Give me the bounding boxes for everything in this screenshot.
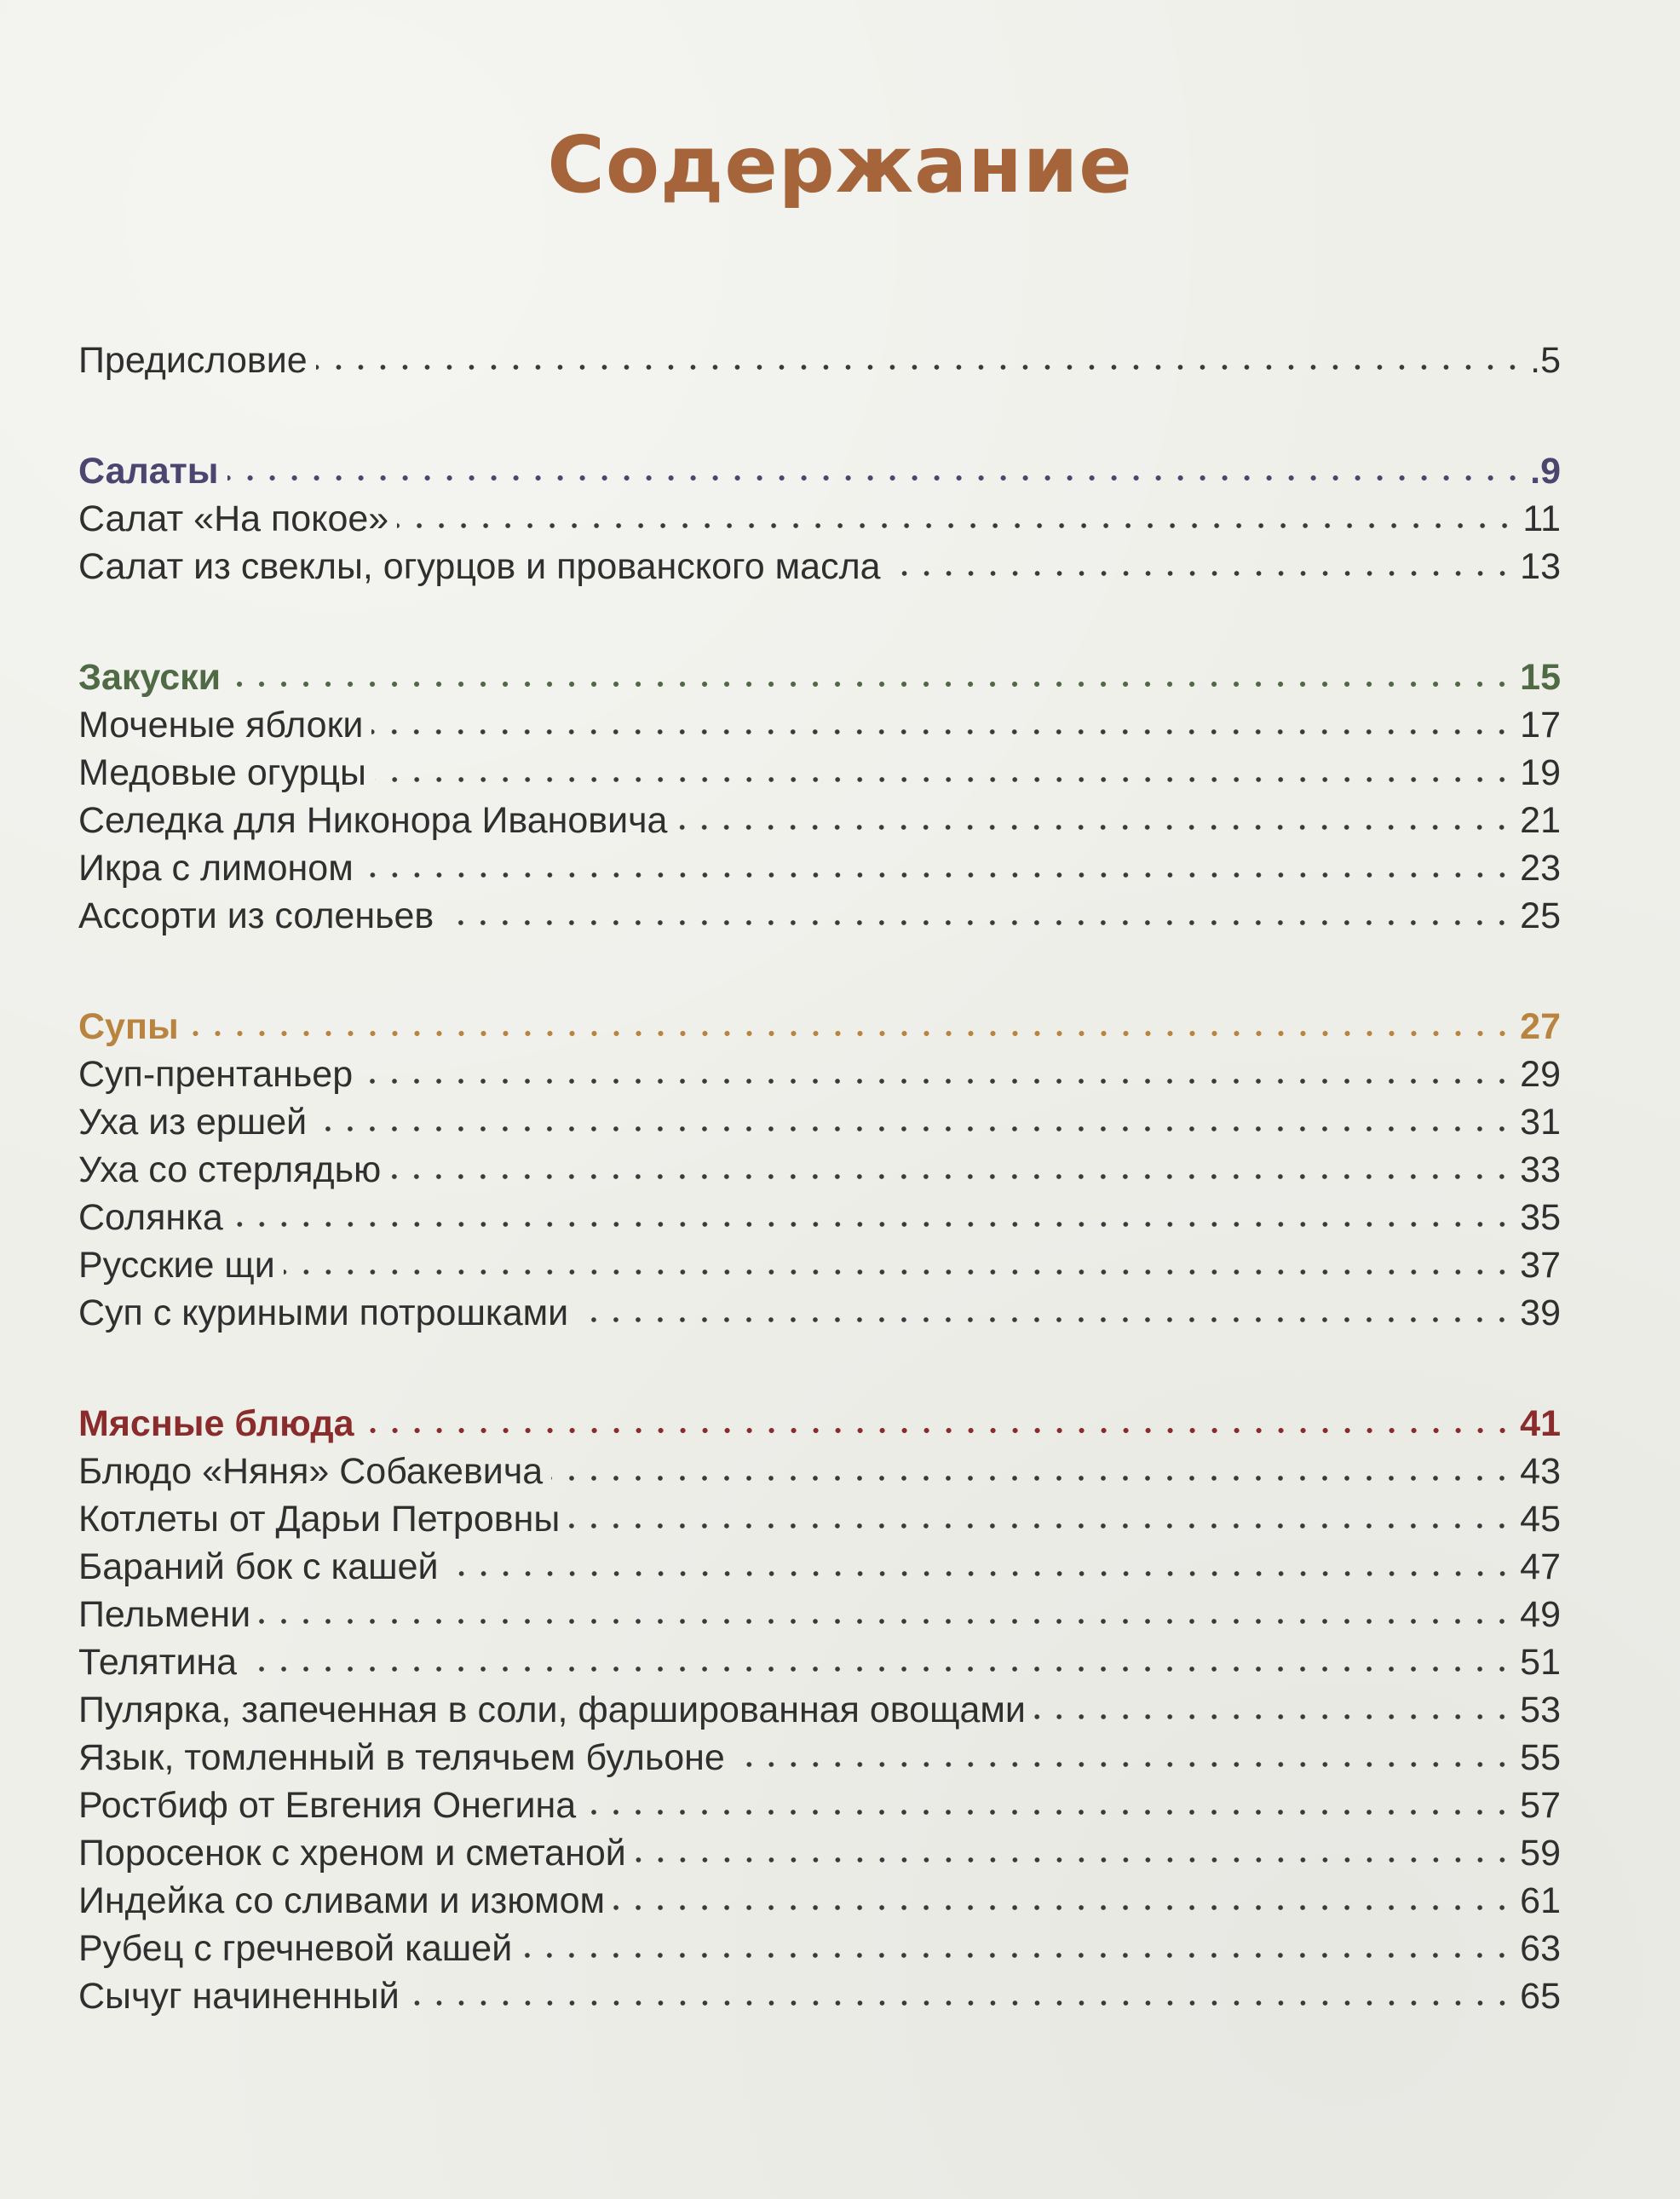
toc-entry [78,1241,1561,1289]
toc-entry-page: 43 [1520,1451,1561,1492]
toc-entry-page: 13 [1520,546,1561,587]
toc-section-page: 27 [1520,1006,1561,1047]
toc-entry [78,543,1561,590]
toc-entry-preface [78,337,1561,384]
toc-entry [78,797,1561,844]
dot-leader [551,1474,1513,1482]
toc-section-page: 15 [1520,657,1561,698]
toc-entry-label: Блюдо «Няня» Собакевича [78,1451,544,1492]
toc-entry-page: 49 [1520,1594,1561,1635]
dot-leader [363,1426,1514,1435]
dot-leader [447,1569,1514,1578]
section-gap [78,1337,1561,1400]
toc-entry [78,1877,1561,1925]
toc-entry-label: Рубец с гречневой кашей [78,1928,513,1969]
toc-entry [78,892,1561,940]
toc-entry [78,1543,1561,1591]
toc-entry [78,495,1561,543]
toc-entry [78,1782,1561,1829]
toc-entry [78,1734,1561,1782]
dot-leader [232,1220,1513,1229]
dot-leader [635,1856,1513,1864]
toc-entry-page: 33 [1520,1149,1561,1190]
toc-entry-label: Поросенок с хреном и сметаной [78,1833,626,1874]
dot-leader [676,823,1513,832]
toc-entry-label: Котлеты от Дарьи Петровны [78,1499,561,1540]
toc-entry-label: Русские щи [78,1245,275,1286]
toc-entry [78,1925,1561,1972]
toc-entry-page: 59 [1520,1833,1561,1874]
dot-leader [734,1760,1513,1769]
dot-leader [577,1315,1513,1324]
toc-entry-label: Пулярка, запеченная в соли, фаршированная овощами [78,1690,1026,1730]
toc-entry [78,1591,1561,1638]
toc-entry-page: 51 [1520,1642,1561,1683]
toc-entry-label: Суп с куриными потрошками [78,1292,569,1333]
toc-entry-page: 63 [1520,1928,1561,1969]
toc-entry-label: Язык, томленный в телячьем бульоне [78,1737,725,1778]
dot-leader [227,474,1524,482]
toc-entry-label: Суп-прентаньер [78,1054,354,1095]
section-gap [78,590,1561,653]
dot-leader [408,1999,1513,2007]
toc-entry-label: Икра с лимоном [78,848,354,889]
toc-entry-page: 19 [1520,752,1561,793]
toc-entry-page: 37 [1520,1245,1561,1286]
toc-section-label: Супы [78,1006,179,1047]
toc-section-soups [78,1003,1561,1051]
section-gap [78,384,1561,447]
dot-leader [442,918,1513,927]
toc-entry-label: Уха со стерлядью [78,1149,382,1190]
table-of-contents [78,337,1561,2020]
dot-leader [889,569,1514,578]
dot-leader [1034,1713,1513,1721]
toc-entry-label: Солянка [78,1197,223,1238]
toc-entry [78,844,1561,892]
toc-entry-page: 17 [1520,705,1561,745]
dot-leader [584,1808,1513,1816]
toc-section-page: .9 [1530,451,1561,492]
toc-entry-page: 53 [1520,1690,1561,1730]
toc-entry-page: 21 [1520,800,1561,841]
dot-leader [316,363,1523,371]
toc-entry-page: 35 [1520,1197,1561,1238]
toc-entry-label: Пельмени [78,1594,251,1635]
toc-entry-page: 61 [1520,1880,1561,1921]
dot-leader [229,680,1513,688]
toc-entry [78,1448,1561,1495]
toc-entry [78,1051,1561,1098]
toc-section-page: 41 [1520,1403,1561,1444]
dot-leader [613,1903,1513,1912]
toc-entry [78,1686,1561,1734]
dot-leader [315,1125,1513,1133]
toc-entry-label: Сычуг начиненный [78,1976,400,2017]
toc-entry-page: 25 [1520,895,1561,936]
toc-entry-page: 55 [1520,1737,1561,1778]
toc-entry [78,1146,1561,1194]
dot-leader [245,1665,1513,1673]
toc-entry-page: 23 [1520,848,1561,889]
toc-entry-label: Ростбиф от Евгения Онегина [78,1785,577,1826]
toc-entry-label: Уха из ершей [78,1102,308,1143]
dot-leader [521,1951,1513,1960]
dot-leader [371,728,1513,736]
toc-entry-page: 45 [1520,1499,1561,1540]
toc-entry [78,1495,1561,1543]
toc-entry-label: Индейка со сливами и изюмом [78,1880,606,1921]
toc-section-salads [78,447,1561,495]
toc-entry [78,701,1561,749]
toc-entry-page: 47 [1520,1546,1561,1587]
toc-section-snacks [78,653,1561,701]
toc-entry-page: .5 [1530,340,1561,381]
toc-entry-label: Телятина [78,1642,238,1683]
dot-leader [397,521,1516,530]
toc-entry [78,1972,1561,2020]
toc-entry-page: 39 [1520,1292,1561,1333]
toc-entry-page: 29 [1520,1054,1561,1095]
toc-entry-page: 11 [1522,498,1561,539]
toc-entry-label: Селедка для Никонора Ивановича [78,800,668,841]
toc-entry-label: Салат «На покое» [78,498,389,539]
dot-leader [375,775,1513,784]
toc-section-meat [78,1400,1561,1448]
dot-leader [568,1522,1513,1530]
toc-section-label: Мясные блюда [78,1403,354,1444]
dot-leader [259,1617,1513,1626]
dot-leader [389,1172,1513,1181]
toc-entry-label: Моченые яблоки [78,705,364,745]
toc-entry-label: Бараний бок с кашей [78,1546,439,1587]
toc-entry-page: 57 [1520,1785,1561,1826]
toc-entry-label: Медовые огурцы [78,752,366,793]
toc-entry [78,1289,1561,1337]
toc-entry [78,1638,1561,1686]
toc-section-label: Салаты [78,451,219,492]
dot-leader [284,1268,1513,1276]
toc-entry-label: Салат из свеклы, огурцов и прованского масла [78,546,881,587]
toc-entry [78,1194,1561,1241]
toc-entry-page: 31 [1520,1102,1561,1143]
toc-entry [78,1098,1561,1146]
toc-section-label: Закуски [78,657,222,698]
toc-entry-label: Ассорти из соленьев [78,895,434,936]
toc-entry-page: 65 [1520,1976,1561,2017]
page-title: Содержание [547,119,1133,210]
toc-entry [78,1829,1561,1877]
toc-entry-label: Предисловие [78,340,308,381]
dot-leader [187,1029,1513,1038]
toc-entry [78,749,1561,797]
dot-leader [361,1077,1513,1085]
section-gap [78,940,1561,1003]
dot-leader [362,871,1513,879]
